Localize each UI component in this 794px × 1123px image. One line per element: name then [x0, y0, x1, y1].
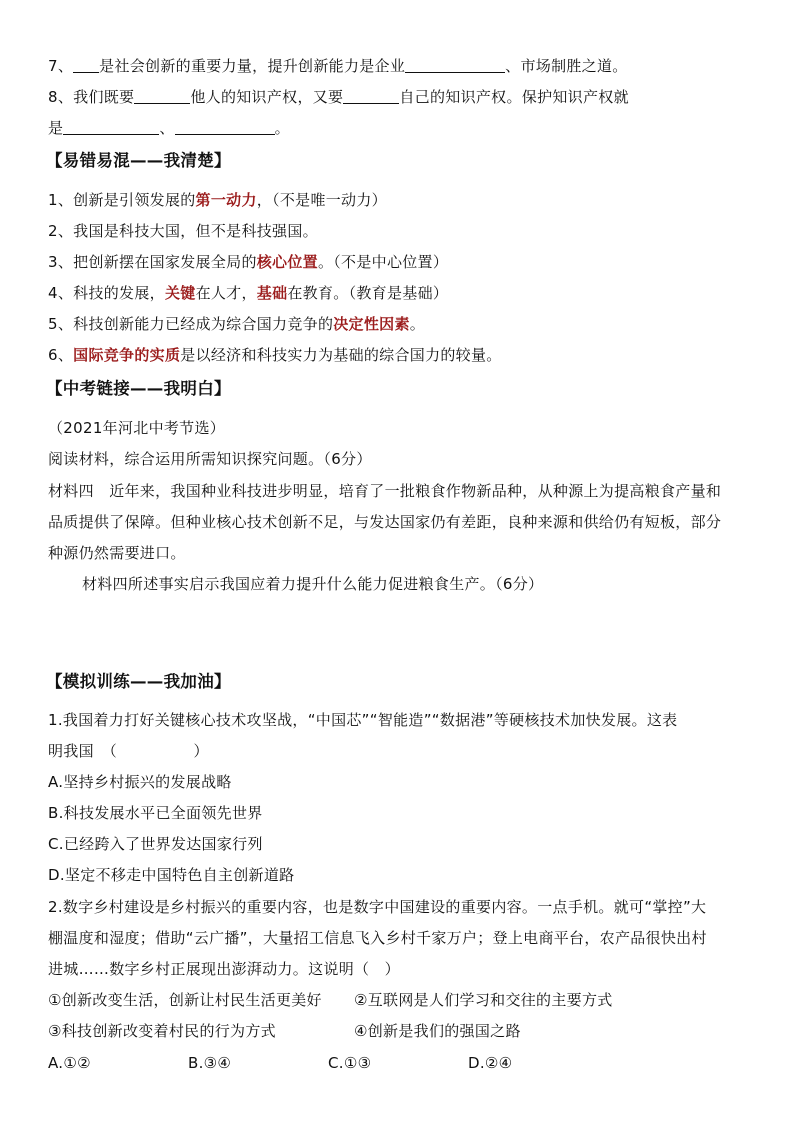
q2-stem-line: 2.数字乡村建设是乡村振兴的重要内容，也是数字中国建设的重要内容。一点手机。就可“掌控”大	[48, 898, 707, 916]
item-text: 。	[409, 315, 426, 333]
error-item-5	[48, 314, 425, 334]
fill-blank	[343, 88, 399, 104]
q8-text-d: 是	[48, 119, 64, 137]
q8-text-c: 自己的知识产权。保护知识产权就	[399, 88, 629, 106]
q7-text-2: 、市场制胜之道。	[505, 57, 628, 75]
q8-text-f: 。	[274, 119, 290, 137]
q1-option-b: B.科技发展水平已全面领先世界	[48, 804, 263, 822]
item-text: 4、科技的发展，	[48, 284, 165, 302]
item-keyword: 第一动力	[195, 191, 257, 209]
material-line: 种源仍然需要进口。	[48, 544, 186, 562]
item-text: 在教育。（教育是基础）	[287, 284, 449, 302]
question-8-line-2	[48, 118, 290, 138]
item-text: 2、我国是科技大国，但不是科技强国。	[48, 222, 318, 240]
fill-blank	[405, 57, 505, 73]
q1-option-c: C.已经跨入了世界发达国家行列	[48, 835, 263, 853]
q2-options-row	[48, 1053, 512, 1073]
q2-option-b: B.③④	[188, 1054, 232, 1072]
q2-option-a: A.①②	[48, 1054, 91, 1072]
error-item-4	[48, 283, 448, 303]
section-heading-exam: 【中考链接——我明白】	[46, 379, 231, 398]
item-keyword: 国际竞争的实质	[73, 346, 181, 364]
exam-question: 材料四所述事实启示我国应着力提升什么能力促进粮食生产。（6分）	[82, 575, 544, 593]
q7-number: 7、	[48, 57, 74, 75]
q1-option-a: A.坚持乡村振兴的发展战略	[48, 773, 232, 791]
fill-blank	[175, 119, 275, 135]
q2-stem-line: 进城……数字乡村正展现出澎湃动力。这说明（ ）	[48, 960, 400, 978]
fill-blank	[73, 57, 99, 73]
q2-option-d: D.②④	[468, 1054, 513, 1072]
item-keyword: 关键	[164, 284, 196, 302]
q2-statement-2: ②互联网是人们学习和交往的主要方式	[354, 991, 613, 1009]
q1-stem-line: 1.我国着力打好关键核心技术攻坚战，“中国芯”“智能造”“数据港”等硬核技术加快发展。这表	[48, 711, 678, 729]
item-text: 5、科技创新能力已经成为综合国力竞争的	[48, 315, 334, 333]
item-keyword: 核心位置	[256, 253, 318, 271]
material-line: 品质提供了保障。但种业核心技术创新不足，与发达国家仍有差距，良种来源和供给仍有短板，部分	[48, 513, 722, 531]
error-item-1	[48, 190, 387, 210]
exam-instruction: 阅读材料，综合运用所需知识探究问题。（6分）	[48, 450, 372, 468]
item-keyword: 决定性因素	[333, 315, 410, 333]
item-text: 。（不是中心位置）	[317, 253, 449, 271]
item-text: 3、把创新摆在国家发展全局的	[48, 253, 257, 271]
item-text: 是以经济和科技实力为基础的综合国力的较量。	[180, 346, 502, 364]
error-item-2	[48, 221, 318, 241]
exam-source: （2021年河北中考节选）	[48, 419, 226, 437]
question-8-line-1	[48, 87, 629, 107]
section-heading-errors: 【易错易混——我清楚】	[46, 151, 231, 170]
q2-statement-row	[48, 1021, 521, 1041]
q2-stem-line: 棚温度和湿度；借助“云广播”，大量招工信息飞入乡村千家万户；登上电商平台，农产品很快出村	[48, 929, 707, 947]
item-keyword: 基础	[256, 284, 288, 302]
fill-blank	[134, 88, 190, 104]
q7-text-1: 是社会创新的重要力量，提升创新能力是企业	[99, 57, 406, 75]
item-text: 6、	[48, 346, 74, 364]
item-text: 在人才，	[195, 284, 257, 302]
q2-statement-1: ①创新改变生活，创新让村民生活更美好	[48, 991, 322, 1009]
q1-option-d: D.坚定不移走中国特色自主创新道路	[48, 866, 295, 884]
q2-option-c: C.①③	[328, 1054, 372, 1072]
q8-text-a: 8、我们既要	[48, 88, 135, 106]
q2-statement-4: ④创新是我们的强国之路	[354, 1022, 521, 1040]
error-item-3	[48, 252, 448, 272]
item-text: ，（不是唯一动力）	[256, 191, 387, 209]
q2-statement-row	[48, 990, 613, 1010]
q2-statement-3: ③科技创新改变着村民的行为方式	[48, 1022, 276, 1040]
section-heading-practice: 【模拟训练——我加油】	[46, 672, 231, 691]
question-7	[48, 56, 628, 76]
q1-stem-line: 明我国 （ ）	[48, 742, 209, 760]
fill-blank	[63, 119, 159, 135]
q8-text-b: 他人的知识产权，又要	[190, 88, 344, 106]
q8-text-e: 、	[159, 119, 175, 137]
error-item-6	[48, 345, 502, 365]
material-line: 材料四 近年来，我国种业科技进步明显，培育了一批粮食作物新品种，从种源上为提高粮食产量和	[48, 482, 722, 500]
item-text: 1、创新是引领发展的	[48, 191, 196, 209]
